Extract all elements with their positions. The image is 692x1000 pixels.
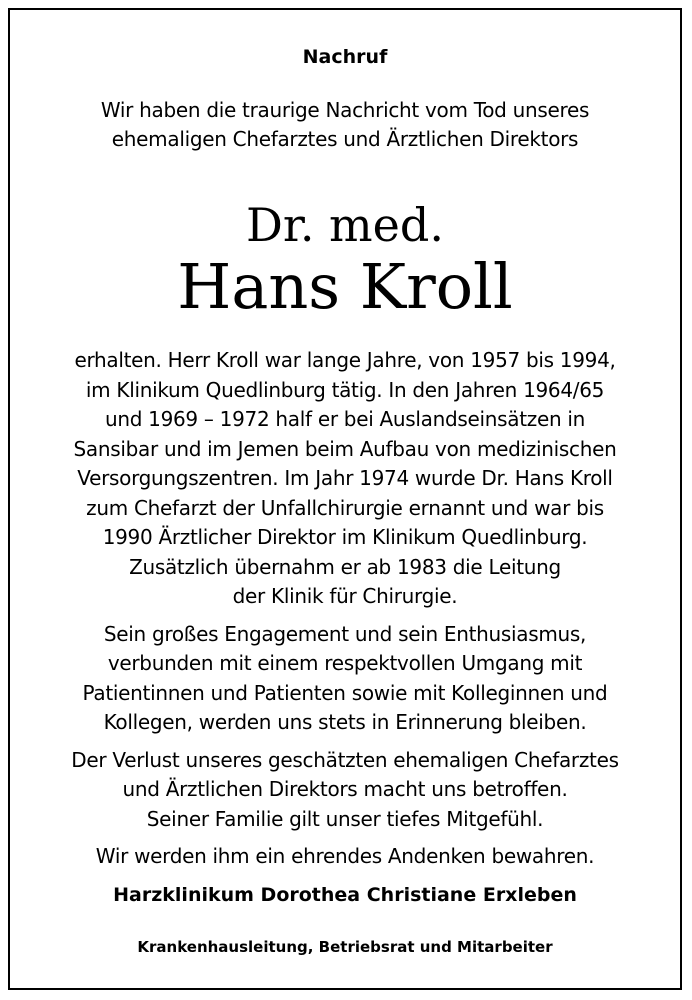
signer-subtitle: Krankenhausleitung, Betriebsrat und Mitarbeiter	[137, 938, 553, 956]
deceased-name: Hans Kroll	[177, 250, 513, 323]
paragraph-condolence	[8, 746, 682, 835]
text-line: Patientinnen und Patienten sowie mit Kolleginnen und	[82, 680, 608, 705]
text-line: zum Chefarzt der Unfallchirurgie ernannt und war bis	[86, 495, 604, 520]
text-line: Zusätzlich übernahm er ab 1983 die Leitung	[129, 554, 561, 579]
text-line: 1990 Ärztlicher Direktor im Klinikum Quedlinburg.	[102, 525, 588, 549]
intro-line: Wir haben die traurige Nachricht vom Tod unseres	[100, 98, 590, 122]
text-line: erhalten. Herr Kroll war lange Jahre, von 1957 bis 1994,	[74, 348, 616, 372]
intro-text	[8, 96, 682, 154]
deceased-title: Dr. med.	[246, 198, 444, 252]
paragraph-career	[8, 346, 682, 612]
paragraph-engagement	[8, 620, 682, 738]
text-line: Wir werden ihm ein ehrendes Andenken bewahren.	[95, 844, 595, 868]
paragraph-remembrance	[8, 842, 682, 872]
signer-organization: Harzklinikum Dorothea Christiane Erxleben	[113, 884, 577, 906]
text-line: und Ärztlichen Direktors macht uns betroffen.	[122, 777, 568, 801]
notice-heading: Nachruf	[302, 46, 388, 68]
text-line: Sein großes Engagement und sein Enthusiasmus,	[103, 621, 587, 646]
text-line: Der Verlust unseres geschätzten ehemaligen Chefarztes	[71, 747, 619, 772]
text-line: Kollegen, werden uns stets in Erinnerung bleiben.	[103, 710, 587, 734]
text-line: verbunden mit einem respektvollen Umgang mit	[107, 651, 583, 675]
text-line: Sansibar und im Jemen beim Aufbau von medizinischen	[73, 436, 617, 461]
text-line: Seiner Familie gilt unser tiefes Mitgefühl.	[146, 806, 544, 831]
text-line: und 1969 – 1972 half er bei Auslandseinsätzen in	[104, 407, 586, 431]
text-line: der Klinik für Chirurgie.	[232, 584, 458, 608]
text-line: Versorgungszentren. Im Jahr 1974 wurde Dr. Hans Kroll	[77, 466, 613, 490]
body-text	[8, 346, 682, 872]
text-line: im Klinikum Quedlinburg tätig. In den Jahren 1964/65	[85, 377, 605, 402]
intro-line: ehemaligen Chefarztes und Ärztlichen Direktors	[111, 127, 579, 151]
